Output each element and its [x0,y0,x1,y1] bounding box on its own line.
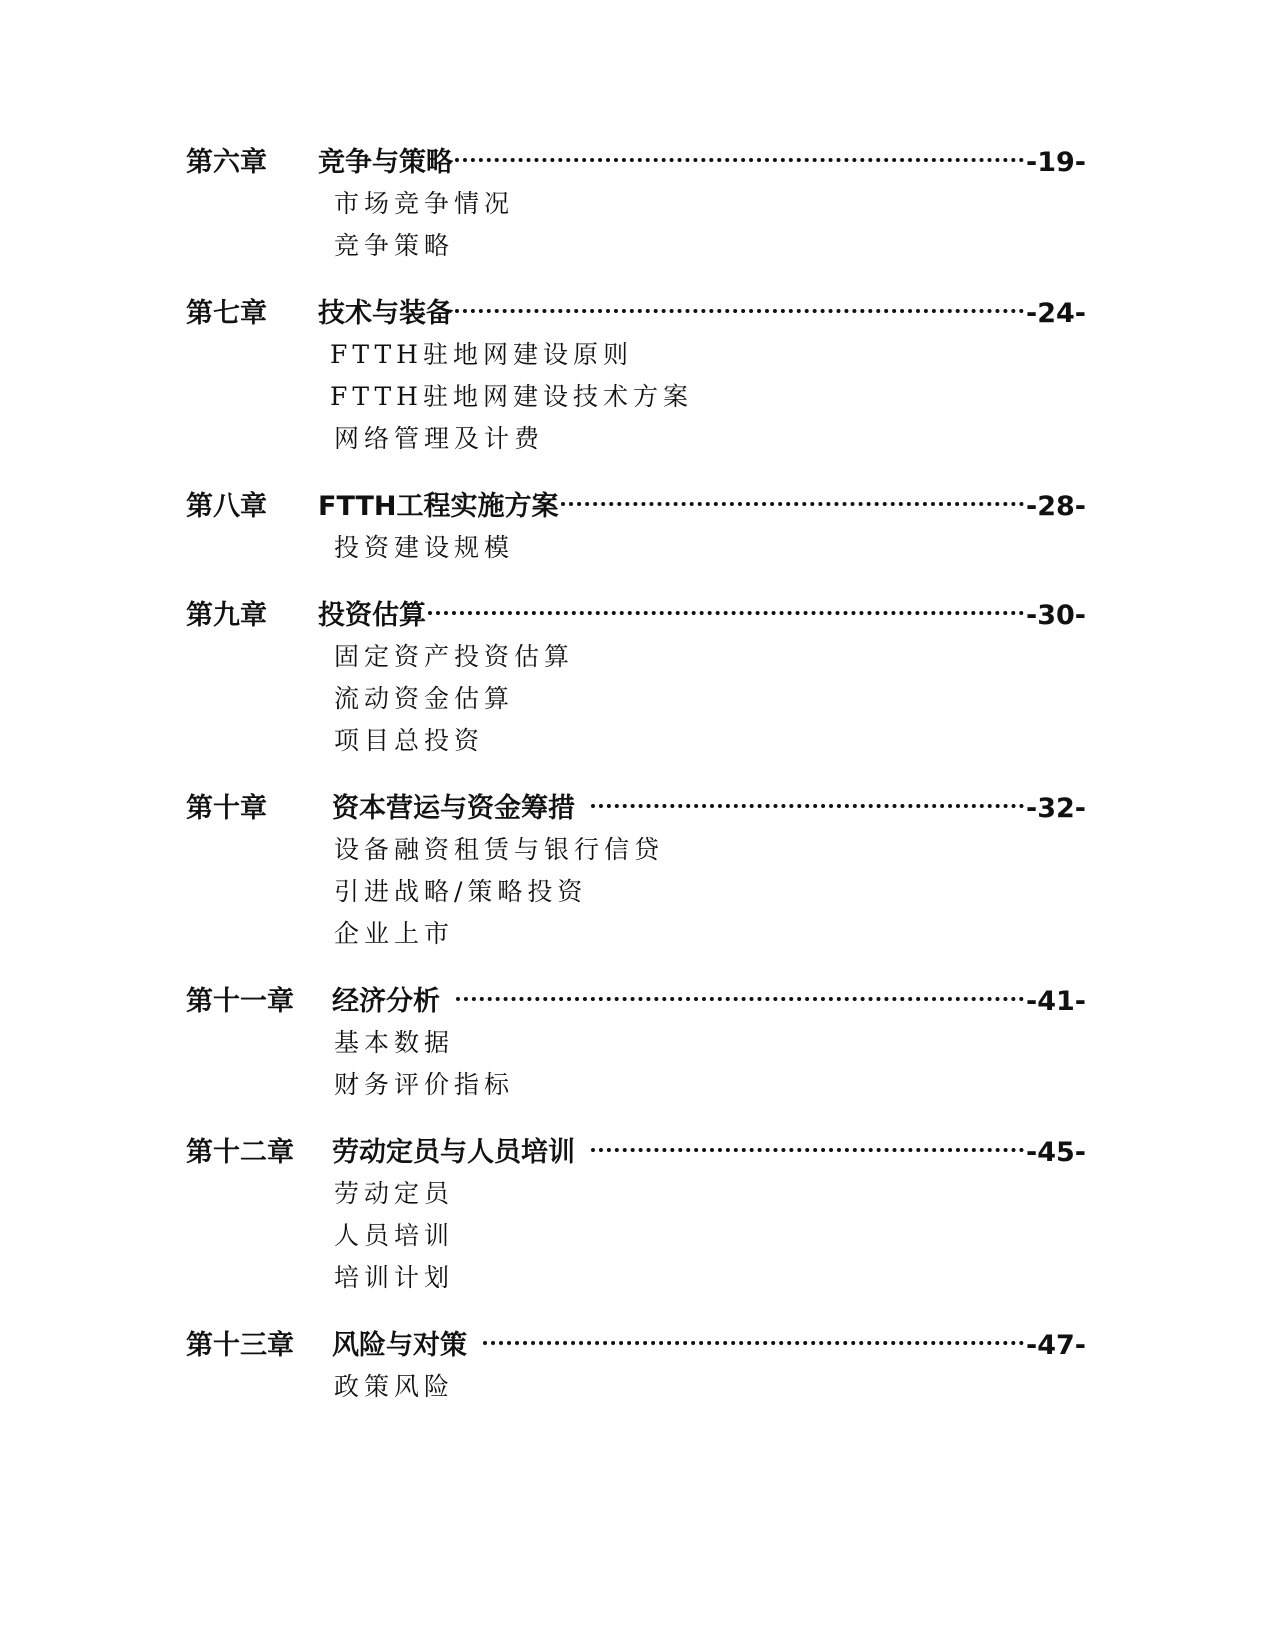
chapter-title: 投资估算 [318,600,426,631]
toc-entry[interactable] [186,487,1086,527]
toc-subitem[interactable]: 人员培训 [334,1221,455,1250]
chapter-title: 经济分析 [332,986,440,1017]
dot-leader [456,997,1024,1001]
toc-entry[interactable] [186,1133,1086,1173]
chapter-title: 劳动定员与人员培训 [332,1137,575,1168]
toc-subitem[interactable]: 财务评价指标 [334,1070,515,1099]
toc-subitem[interactable]: 市场竞争情况 [334,189,515,218]
dot-leader [483,1341,1024,1345]
page-number: -41- [1026,986,1086,1017]
toc-subitem[interactable]: 项目总投资 [334,726,485,755]
page-number: -32- [1026,793,1086,824]
toc-subitem[interactable]: FTTH驻地网建设原则 [330,340,633,369]
chapter-title: FTTH工程实施方案 [318,491,559,522]
toc-subitem[interactable]: 基本数据 [334,1028,455,1057]
table-of-contents [186,143,1086,1435]
toc-entry[interactable] [186,596,1086,636]
toc-chapter-7 [186,294,1086,460]
toc-subitem[interactable]: 竞争策略 [334,231,455,260]
chapter-number: 第七章 [186,298,267,329]
chapter-title: 竞争与策略 [318,147,453,178]
toc-entry[interactable] [186,294,1086,334]
toc-subitem[interactable]: FTTH驻地网建设技术方案 [330,382,693,411]
toc-chapter-13 [186,1326,1086,1408]
toc-subitem[interactable]: 企业上市 [334,919,455,948]
chapter-number: 第十一章 [186,986,294,1017]
dot-leader [561,502,1025,506]
toc-subitem[interactable]: 劳动定员 [334,1179,455,1208]
toc-subitem[interactable]: 流动资金估算 [334,684,515,713]
toc-chapter-11 [186,982,1086,1106]
dot-leader [428,611,1024,615]
chapter-number: 第十章 [186,793,267,824]
page-number: -28- [1026,491,1086,522]
toc-subitem[interactable]: 固定资产投资估算 [334,642,575,671]
dot-leader [591,804,1024,808]
page-number: -19- [1026,147,1086,178]
toc-subitem[interactable]: 引进战略/策略投资 [334,877,588,906]
dot-leader [591,1148,1024,1152]
toc-entry[interactable] [186,789,1086,829]
toc-subitem[interactable]: 培训计划 [334,1263,455,1292]
chapter-title: 技术与装备 [318,298,453,329]
dot-leader [455,309,1024,313]
chapter-number: 第八章 [186,491,267,522]
dot-leader [455,158,1024,162]
page-number: -47- [1026,1330,1086,1361]
toc-chapter-10 [186,789,1086,955]
toc-subitem[interactable]: 政策风险 [334,1372,455,1401]
toc-chapter-6 [186,143,1086,267]
chapter-number: 第十二章 [186,1137,294,1168]
toc-entry[interactable] [186,1326,1086,1366]
toc-entry[interactable] [186,143,1086,183]
chapter-title: 资本营运与资金筹措 [332,793,575,824]
toc-chapter-12 [186,1133,1086,1299]
page-number: -45- [1026,1137,1086,1168]
toc-subitem[interactable]: 投资建设规模 [334,533,515,562]
toc-chapter-9 [186,596,1086,762]
chapter-number: 第九章 [186,600,267,631]
chapter-title: 风险与对策 [332,1330,467,1361]
toc-chapter-8 [186,487,1086,569]
chapter-number: 第六章 [186,147,267,178]
toc-subitem[interactable]: 设备融资租赁与银行信贷 [334,835,665,864]
toc-subitem[interactable]: 网络管理及计费 [334,424,545,453]
chapter-number: 第十三章 [186,1330,294,1361]
page-number: -24- [1026,298,1086,329]
toc-entry[interactable] [186,982,1086,1022]
page-number: -30- [1026,600,1086,631]
